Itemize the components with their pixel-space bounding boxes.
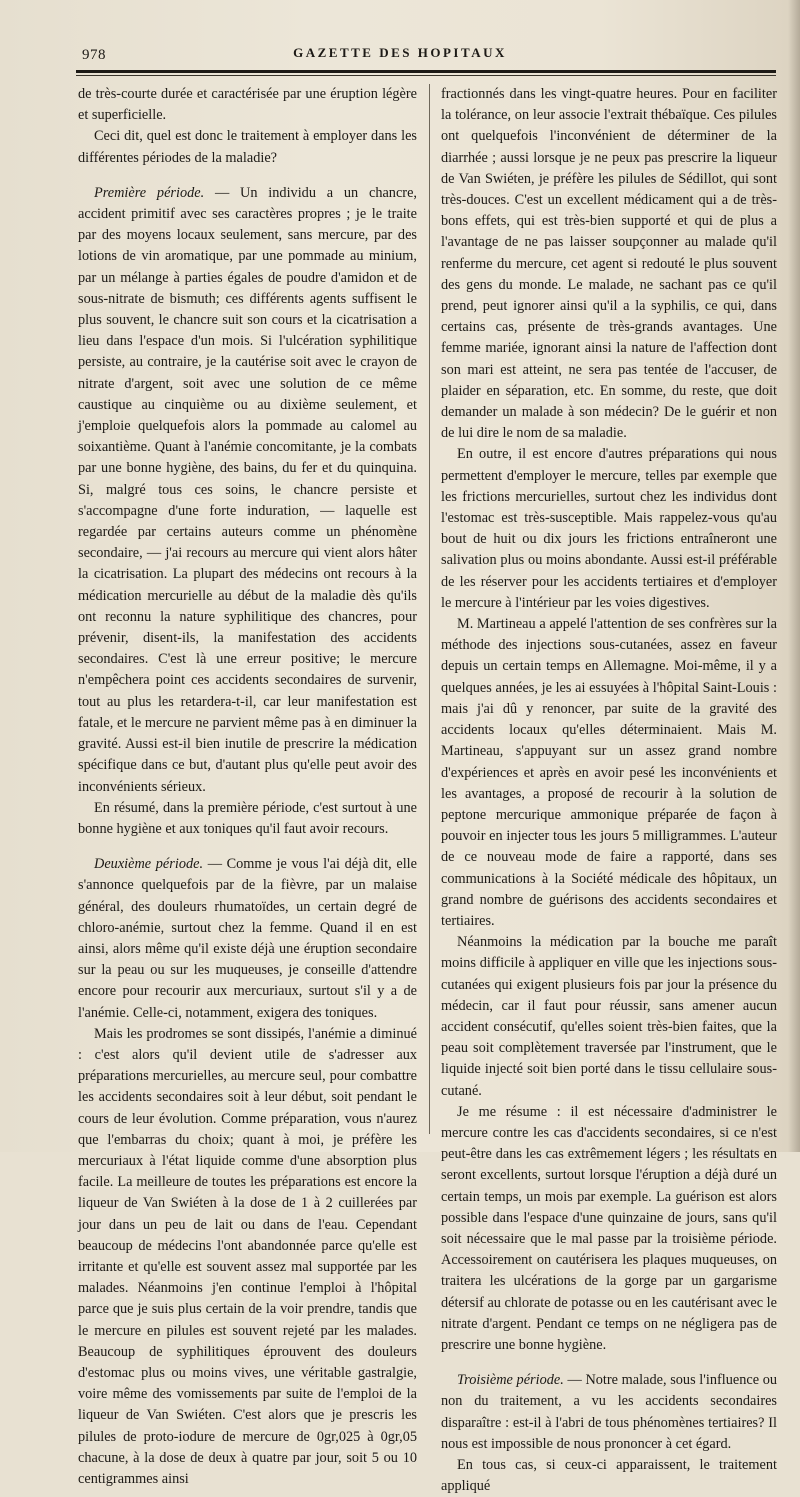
paragraph-text: Mais les prodromes se sont dissipés, l'anémie a diminué : c'est alors qu'il devient utile de s'adresser aux préparations mercurielles, au mercure seul, pour combattre les accidents secondaires soit à leur début, soit pendant le cours de leur évolution. Comme préparation, vous n'aurez que l'embarras du choix; quant à moi, je préfère les mercuriaux à l'état liquide comme d'une absorption plus facile. La meilleure de toutes les préparations est encore la liqueur de Van Swiéten à la dose de 1 à 2 cuillerées par jour dans un peu de lait ou dans de l'eau. Cependant beaucoup de médecins l'ont abandonnée parce qu'elle est irritante et qu'elle est souvent assez mal supportée par les malades. Néanmoins j'en continue l'emploi à l'hôpital parce que je suis plus certain de la voir prendre, tandis que le mercure en pilules est souvent rejeté par les malades. Beaucoup de syphilitiques éprouvent des douleurs d'estomac plus ou moins vives, une véritable gastralgie, voire même des vomissements par suite de l'emploi de la liqueur de Van Swiéten. C'est alors que je prescris les pilules de proto-iodure de mercure de 0gr,025 à 0gr,05 chacune, à la dose de deux à quatre par jour, soit 5 ou 10 centigrammes ainsi <box>78 1025 417 1487</box>
paragraph-text: Ceci dit, quel est donc le traitement à employer dans les différentes périodes de la maladie? <box>78 128 417 166</box>
paragraph <box>441 1455 777 1497</box>
paragraph-text: — Notre malade, sous l'influence ou non du traitement, a vu les accidents secondaires disparaître : est-il à l'abri de tous phénomènes tertiaires? Il nous est impossible de nous prononcer à cet égard. <box>441 1372 778 1452</box>
column-divider <box>429 84 430 1134</box>
paragraph-text: Néanmoins la médication par la bouche me paraît moins difficile à appliquer en ville que les injections sous-cutanées qui exigent plusieurs fois par jour la présence du médecin, car il faut pour réussir, sans amener aucun accident consécutif, qu'elles soient très-bien faites, que la peau soit complètement traversée par l'instrument, que le liquide injecté soit bien porté dans le tissu cellulaire sous-cutané. <box>441 934 777 1099</box>
section-first-period <box>78 183 417 798</box>
section-label: Deuxième période. <box>94 856 204 873</box>
paragraph-text: En outre, il est encore d'autres préparations qui nous permettent d'employer le mercure, telles par exemple que les frictions mercurielles, surtout chez les individus dont l'estomac est très-susceptible. Mais rappelez-vous qu'au bout de huit ou dix jours les frictions entraîneront une salivation plus ou moins abondante. Aussi est-il préférable de les réserver pour les accidents tertiaires et d'employer le mercure à l'intérieur par les voies digestives. <box>441 446 777 611</box>
paragraph <box>441 1102 777 1356</box>
left-column <box>78 84 417 1490</box>
paragraph <box>78 798 417 840</box>
header-rule-thin <box>76 75 776 76</box>
section-third-period <box>441 1370 777 1455</box>
section-label: Troisième période. <box>457 1372 564 1389</box>
paragraph <box>441 84 777 444</box>
paragraph-text: — Un individu a un chancre, accident primitif avec ses caractères propres ; je le traite par des moyens locaux seulement, sans mercure, par des lotions de vin aromatique, par une pommade au minium, par un mélange à parties égales de poudre d'amidon et de sous-nitrate de bismuth; ces différents agents suffisent le plus souvent, le chancre suit son cours et la cicatrisation a lieu dans l'espace d'un mois. Si l'ulcération syphilitique persiste, au contraire, je la cautérise soit avec le crayon de nitrate d'argent, soit avec une solution de ce même caustique au cinquième ou au dixième seulement, et j'emploie quelquefois alors la pommade au calomel au soixantième. Quant à l'anémie concomitante, je la combats par une bonne hygiène, des bains, du fer et du quinquina. Si, malgré tous ces soins, le chancre persiste et s'accompagne d'une forte induration, — laquelle est regardée par certains auteurs comme un phénomène secondaire, — j'ai recours au mercure qui vient alors hâter la cicatrisation. La plupart des médecins ont recours à la médication mercurielle au début de la maladie dès qu'ils ont reconnu la nature syphilitique des chancres, pour prévenir, disent-ils, la manifestation des accidents secondaires. C'est là une erreur positive; le mercure n'empêchera point ces accidents secondaires de survenir, tout au plus les retardera-t-il, car leur manifestation est fatale, et le mercure ne parvient même pas à en diminuer la gravité. Aussi est-il bien inutile de prescrire la médication spécifique dans ce but, d'autant plus qu'elle peut avoir des inconvénients sérieux. <box>78 184 417 795</box>
section-label: Première période. <box>94 184 205 201</box>
paragraph <box>441 614 777 932</box>
paragraph-text: Je me résume : il est nécessaire d'administrer le mercure contre les cas d'accidents secondaires, si ce n'est peut-être dans les cas extrêmement légers ; les résultats en seront excellents, surtout lorsque l'éruption a déjà duré un certain temps, un mois par exemple. La guérison est alors possible dans l'espace d'une quinzaine de jours, sans qu'il soit nécessaire que le mal passe par la troisième période. Accessoirement on cautérisera les plaques muqueuses, on traitera les ulcérations de la gorge par un gargarisme détersif au chlorate de potasse ou en les cautérisant avec le nitrate d'argent. Pendant ce temps on ne négligera pas de prescrire une bonne hygiène. <box>441 1103 777 1353</box>
paragraph-text: de très-courte durée et caractérisée par une éruption légère et superficielle. <box>78 86 417 124</box>
right-column <box>441 84 777 1497</box>
section-second-period <box>78 854 417 1024</box>
paragraph <box>78 84 417 126</box>
paragraph <box>78 126 417 168</box>
paragraph-text: — Comme je vous l'ai déjà dit, elle s'annonce quelquefois par de la fièvre, par un malaise général, des douleurs rhumatoïdes, un certain degré de chloro-anémie, surtout chez la femme. Quand il en est ainsi, alors même qu'il existe déjà une éruption secondaire sur la peau ou sur les muqueuses, je conseille d'attendre encore pour recourir aux mercuriaux, surtout s'il y a de l'anémie. Celle-ci, notamment, exigera des toniques. <box>78 856 417 1021</box>
paragraph <box>441 932 777 1102</box>
paragraph-text: M. Martineau a appelé l'attention de ses confrères sur la méthode des injections sous-cutanées, assez en faveur depuis un certain temps en Allemagne. Moi-même, il y a quelques années, je les ai essuyées à l'hôpital Saint-Louis : mais j'ai dû y renoncer, par suite de la gravité des accidents locaux qu'elles déterminaient. Mais M. Martineau, s'appuyant sur un assez grand nombre d'expériences et après en avoir pesé les inconvénients et les avantages, a proposé de recourir à la solution de peptone mercurique ammonique préparée de façon à pouvoir en injecter tous les jours 5 milligrammes. L'auteur de ce nouveau mode de faire a rapporté, dans ses communications à la Société médicale des hôpitaux, un grand nombre de guérisons des accidents secondaires et tertiaires. <box>441 616 777 929</box>
header-rule-thick <box>76 70 776 73</box>
paragraph-text: En résumé, dans la première période, c'est surtout à une bonne hygiène et aux toniques qu'il faut avoir recours. <box>78 799 417 837</box>
paragraph-text: En tous cas, si ceux-ci apparaissent, le traitement appliqué <box>441 1457 777 1495</box>
page-number: 978 <box>82 47 106 63</box>
paragraph <box>78 1024 417 1490</box>
paragraph-text: fractionnés dans les vingt-quatre heures. Pour en faciliter la tolérance, on leur associe l'extrait thébaïque. Ces pilules ont quelquefois l'inconvénient de déterminer de la diarrhée ; aussi lorsque je ne peux pas prescrire la liqueur de Van Swiéten, je préfère les pilules de Sédillot, qui sont très-douces. C'est un excellent médicament qui a de très-bons effets, qui est très-bien supporté et qui de plus a l'avantage de ne pas laisser soupçonner au malade qu'il renferme du mercure, cet agent si redouté le plus souvent des gens du monde. Le malade, ne sachant pas ce qu'il prend, peut ignorer ainsi qu'il a la syphilis, ce qui, dans certains cas, présente de très-grands avantages. Une femme mariée, ignorant ainsi la nature de l'affection dont son mari est atteint, ne sera pas tentée de l'accuser, de plaider en séparation, etc. En somme, du reste, que doit demander un malade à son médecin? De le guérir et non de lui dire le nom de sa maladie. <box>441 86 777 442</box>
paragraph <box>441 444 777 614</box>
page-edge-shadow <box>788 0 800 1152</box>
running-title: GAZETTE DES HOPITAUX <box>293 45 507 60</box>
